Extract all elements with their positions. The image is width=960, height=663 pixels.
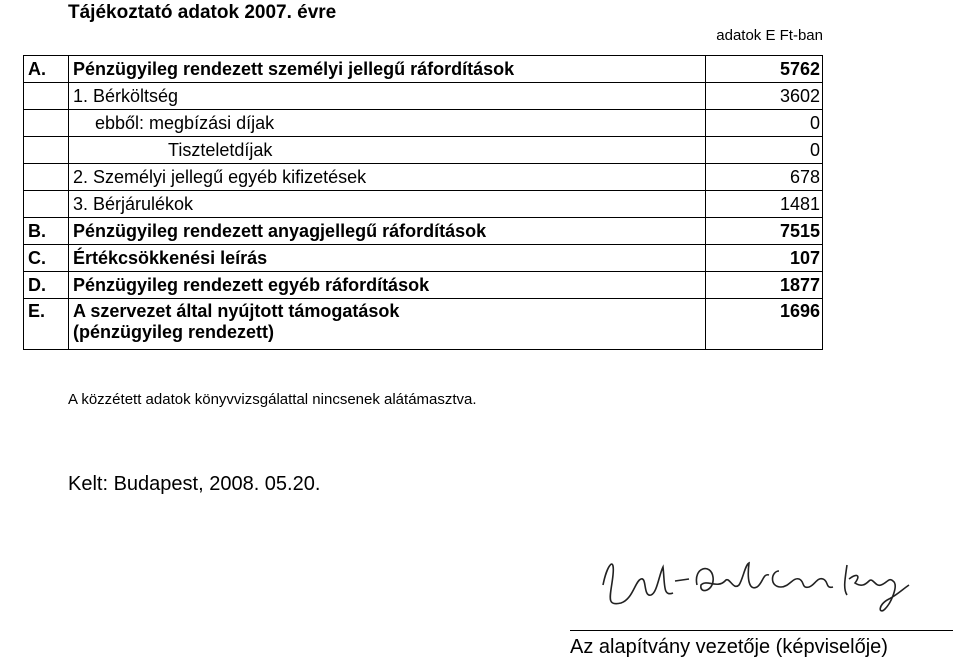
row-label-cell xyxy=(69,299,706,350)
row-code xyxy=(24,110,69,137)
row-code xyxy=(24,164,69,191)
row-code xyxy=(24,137,69,164)
row-label-cell xyxy=(69,272,706,299)
row-value: 107 xyxy=(706,245,823,272)
financial-table xyxy=(23,55,823,350)
row-label-cell xyxy=(69,218,706,245)
row-value: 0 xyxy=(706,137,823,164)
row-label-cell xyxy=(69,83,706,110)
row-value: 7515 xyxy=(706,218,823,245)
row-code: C. xyxy=(24,245,69,272)
table-row xyxy=(24,164,823,191)
row-label: 2. Személyi jellegű egyéb kifizetések xyxy=(73,166,367,187)
document-title: Tájékoztató adatok 2007. évre xyxy=(68,2,337,23)
row-code xyxy=(24,191,69,218)
row-label-cell xyxy=(69,137,706,164)
unit-note: adatok E Ft-ban xyxy=(716,27,823,44)
audit-note: A közzétett adatok könyvvizsgálattal nincsenek alátámasztva. xyxy=(68,391,477,408)
row-value: 1877 xyxy=(706,272,823,299)
row-label: Pénzügyileg rendezett anyagjellegű ráfordítások xyxy=(73,220,487,241)
row-label: Pénzügyileg rendezett személyi jellegű ráfordítások xyxy=(73,58,515,79)
table-row xyxy=(24,56,823,83)
row-code: E. xyxy=(24,299,69,350)
handwritten-signature xyxy=(593,545,913,625)
row-label: ebből: megbízási díjak xyxy=(95,112,275,133)
row-value: 3602 xyxy=(706,83,823,110)
row-code xyxy=(24,83,69,110)
row-label: 1. Bérköltség xyxy=(73,85,179,106)
table-row xyxy=(24,137,823,164)
table-row xyxy=(24,299,823,350)
row-code: B. xyxy=(24,218,69,245)
row-code: D. xyxy=(24,272,69,299)
table-row xyxy=(24,245,823,272)
row-value: 678 xyxy=(706,164,823,191)
table-row xyxy=(24,83,823,110)
row-value: 1696 xyxy=(706,299,823,350)
table-row xyxy=(24,191,823,218)
signature-caption: Az alapítvány vezetője (képviselője) xyxy=(570,636,888,658)
row-label-cell xyxy=(69,164,706,191)
place-date: Kelt: Budapest, 2008. 05.20. xyxy=(68,473,321,495)
signature-line xyxy=(570,630,953,631)
row-label: A szervezet által nyújtott támogatások (pénzügyileg rendezett) xyxy=(73,301,400,342)
row-value: 1481 xyxy=(706,191,823,218)
row-label-cell xyxy=(69,56,706,83)
table-row xyxy=(24,110,823,137)
row-label: Értékcsökkenési leírás xyxy=(73,247,268,268)
row-label-cell xyxy=(69,245,706,272)
table-row xyxy=(24,272,823,299)
row-label: Tiszteletdíjak xyxy=(168,139,273,160)
row-label: 3. Bérjárulékok xyxy=(73,193,194,214)
row-value: 0 xyxy=(706,110,823,137)
row-label-cell xyxy=(69,110,706,137)
row-code: A. xyxy=(24,56,69,83)
table-row xyxy=(24,218,823,245)
row-value: 5762 xyxy=(706,56,823,83)
row-label: Pénzügyileg rendezett egyéb ráfordítások xyxy=(73,274,430,295)
row-label-cell xyxy=(69,191,706,218)
